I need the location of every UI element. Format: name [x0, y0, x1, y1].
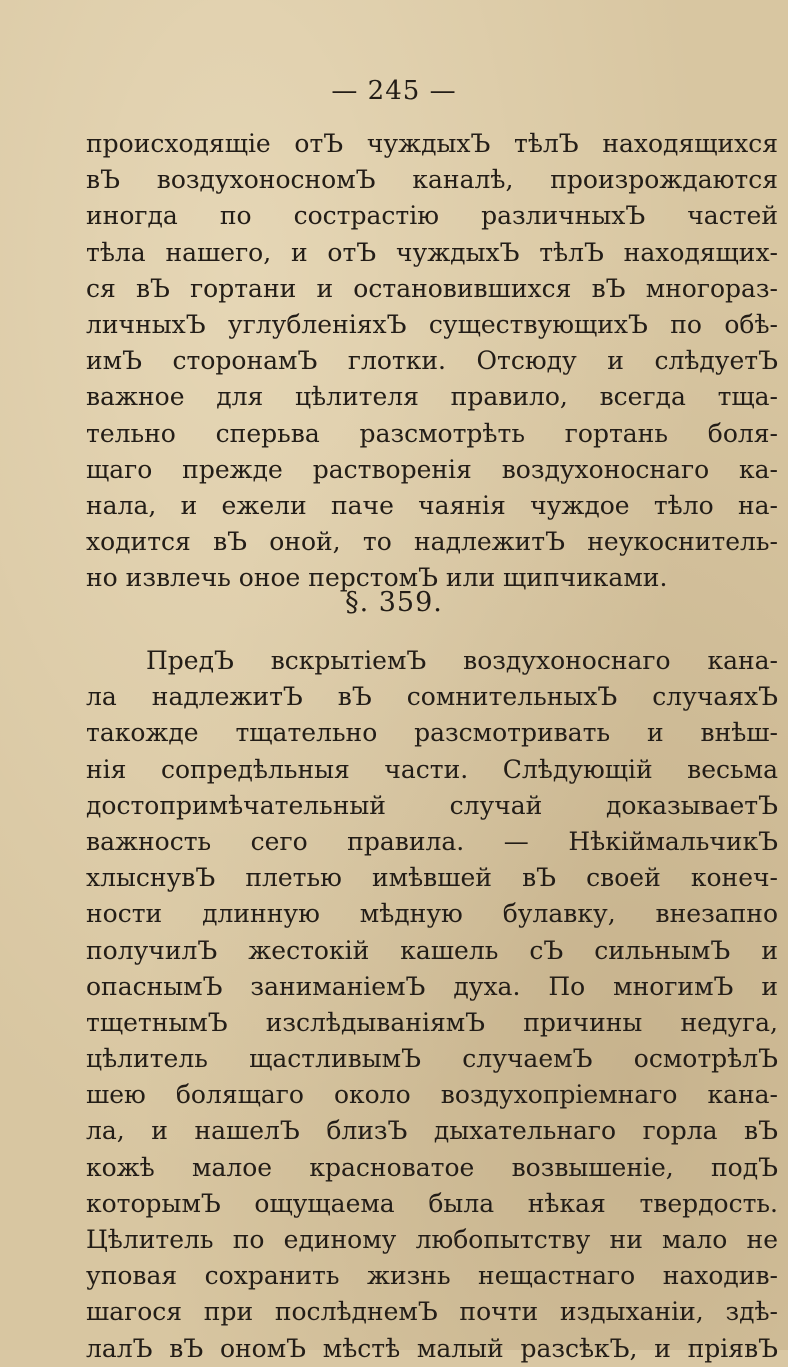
text-line: шею болящаго около воздухопріемнаго кана- — [86, 1080, 778, 1110]
text-line: ПредЪ вскрытіемЪ воздухоноснаго кана- — [146, 646, 778, 675]
text-line: важность сего правила. — НѣкіймальчикЪ — [86, 826, 778, 856]
text-line: ности длинную мѣдную булавку, внезапно — [86, 899, 778, 929]
text-line: важное для цѣлителя правило, всегда тща- — [86, 382, 778, 412]
text-line: тѣла нашего, и отЪ чуждыхЪ тѣлЪ находящих- — [86, 237, 778, 267]
text-line: ся вЪ гортани и остановившихся вЪ многораз- — [86, 273, 778, 303]
section-heading: §. 359. — [345, 587, 443, 618]
text-line: такожде тщательно разсмотривать и внѣш- — [86, 718, 778, 748]
text-line: лалЪ вЪ ономЪ мѣстѣ малый разсѣкЪ, и пріявЪ — [86, 1333, 778, 1363]
text-line: ла надлежитЪ вЪ сомнительныхЪ случаяхЪ — [86, 682, 778, 712]
text-line: ла, и нашелЪ близЪ дыхательнаго горла вЪ — [86, 1116, 778, 1146]
text-line: получилЪ жестокій кашель сЪ сильнымЪ и — [86, 935, 778, 965]
text-line: ходится вЪ оной, то надлежитЪ неукоснитель- — [86, 527, 778, 557]
text-line: Цѣлитель по единому любопытству ни мало не — [86, 1225, 778, 1254]
text-line: происходящіе отЪ чуждыхЪ тѣлЪ находящихся — [86, 129, 778, 158]
text-line: кожѣ малое красноватое возвышеніе, подЪ — [86, 1152, 778, 1182]
text-line: уповая сохранить жизнь нещастнаго находив- — [86, 1261, 778, 1291]
paragraph-2 — [86, 643, 778, 1367]
page-number: — 245 — — [331, 76, 457, 106]
text-line: цѣлитель щастливымЪ случаемЪ осмотрѣлЪ — [86, 1044, 778, 1074]
text-line: но извлечь оное перстомЪ или щипчиками. — [86, 563, 668, 593]
text-line: личныхЪ углубленіяхЪ существующихЪ по обѣ- — [86, 309, 778, 339]
text-line: хлыснувЪ плетью имѣвшей вЪ своей конеч- — [86, 863, 778, 893]
text-line: тщетнымЪ изслѣдываніямЪ причины недуга, — [86, 1007, 778, 1037]
text-line: щаго прежде растворенія воздухоноснаго ка- — [86, 454, 778, 484]
text-line: вЪ воздухоносномЪ каналѣ, произрождаются — [86, 165, 778, 195]
text-line: имЪ сторонамЪ глотки. Отсюду и слѣдуетЪ — [86, 346, 778, 376]
text-line: которымЪ ощущаема была нѣкая твердость. — [86, 1188, 778, 1218]
text-line: шагося при послѣднемЪ почти издыханіи, здѣ- — [86, 1297, 778, 1327]
text-line: тельно сперьва разсмотрѣть гортань боля- — [86, 418, 778, 448]
paragraph-1 — [86, 126, 778, 596]
text-line: нала, и ежели паче чаянія чуждое тѣло на- — [86, 490, 778, 520]
text-line: опаснымЪ заниманіемЪ духа. По многимЪ и — [86, 971, 778, 1001]
text-line: достопримѣчательный случай доказываетЪ — [86, 790, 778, 820]
text-line: иногда по сострастію различныхЪ частей — [86, 201, 778, 231]
text-line: нія сопредѣльныя части. Слѣдующій весьма — [86, 754, 778, 784]
